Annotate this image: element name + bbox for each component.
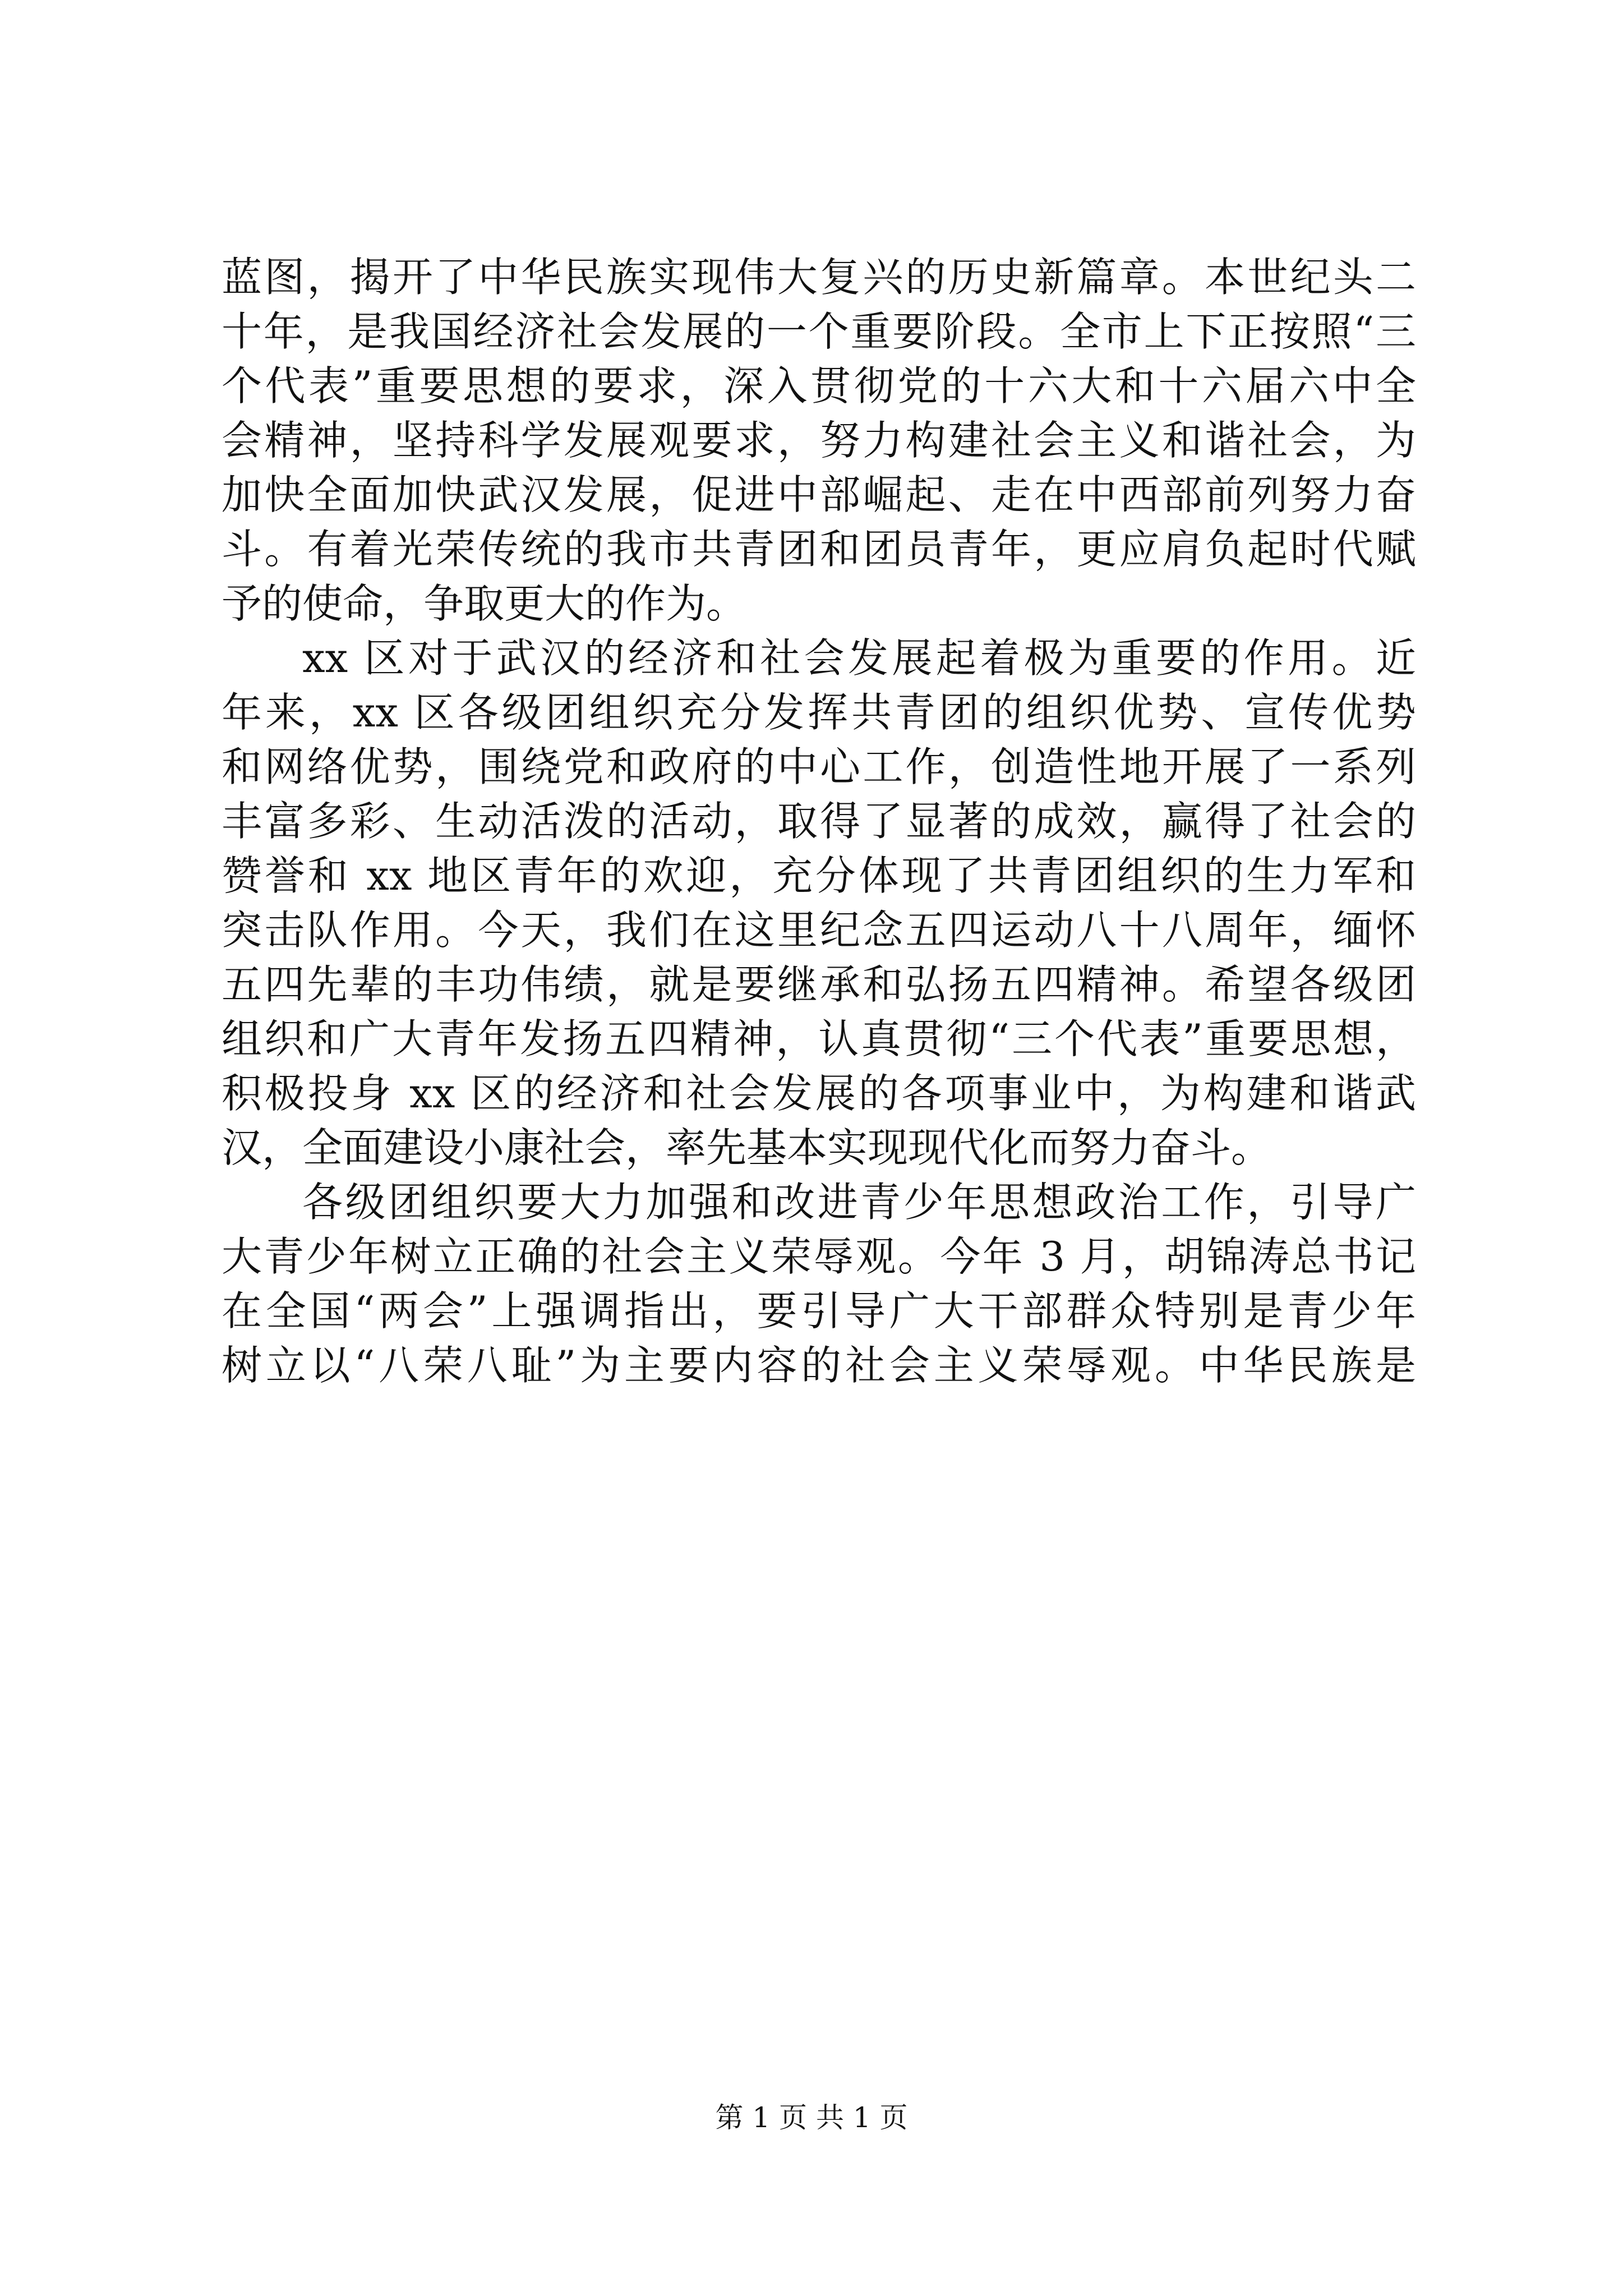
text-line: 会精神，坚持科学发展观要求，努力构建社会主义和谐社会，为 (222, 417, 1416, 464)
text-line: 赞誉和 xx 地区青年的欢迎，充分体现了共青团组织的生力军和 (222, 852, 1416, 899)
text-line: 突击队作用。今天，我们在这里纪念五四运动八十八周年，缅怀 (222, 907, 1416, 954)
text-line: 加快全面加快武汉发展，促进中部崛起、走在中西部前列努力奋 (222, 471, 1416, 518)
text-line: 个代表”重要思想的要求，深入贯彻党的十六大和十六届六中全 (222, 362, 1416, 409)
text-line: 树立以“八荣八耻”为主要内容的社会主义荣辱观。中华民族是 (222, 1342, 1416, 1389)
text-line: 蓝图，揭开了中华民族实现伟大复兴的历史新篇章。本世纪头二 (222, 254, 1416, 301)
text-line: 五四先辈的丰功伟绩，就是要继承和弘扬五四精神。希望各级团 (222, 961, 1416, 1008)
text-line: 年来，xx 区各级团组织充分发挥共青团的组织优势、宣传优势 (222, 689, 1416, 736)
text-line: 汉，全面建设小康社会，率先基本实现现代化而努力奋斗。 (222, 1124, 1272, 1171)
text-line: 丰富多彩、生动活泼的活动，取得了显著的成效，赢得了社会的 (222, 798, 1416, 845)
text-line: 各级团组织要大力加强和改进青少年思想政治工作，引导广 (302, 1179, 1416, 1226)
text-line: 在全国“两会”上强调指出，要引导广大干部群众特别是青少年 (222, 1287, 1416, 1335)
text-line: 大青少年树立正确的社会主义荣辱观。今年 3 月，胡锦涛总书记 (222, 1233, 1416, 1280)
text-line: 积极投身 xx 区的经济和社会发展的各项事业中，为构建和谐武 (222, 1070, 1416, 1117)
body-text (222, 250, 1416, 1393)
text-line: 十年，是我国经济社会发展的一个重要阶段。全市上下正按照“三 (222, 308, 1416, 355)
text-line: 斗。有着光荣传统的我市共青团和团员青年，更应肩负起时代赋 (222, 526, 1416, 573)
text-line: 予的使命，争取更大的作为。 (222, 580, 747, 627)
page-footer: 第 1 页 共 1 页 (715, 2101, 908, 2134)
text-line: xx 区对于武汉的经济和社会发展起着极为重要的作用。近 (302, 634, 1416, 682)
text-line: 组织和广大青年发扬五四精神，认真贯彻“三个代表”重要思想， (222, 1015, 1416, 1062)
text-line: 和网络优势，围绕党和政府的中心工作，创造性地开展了一系列 (222, 743, 1416, 790)
